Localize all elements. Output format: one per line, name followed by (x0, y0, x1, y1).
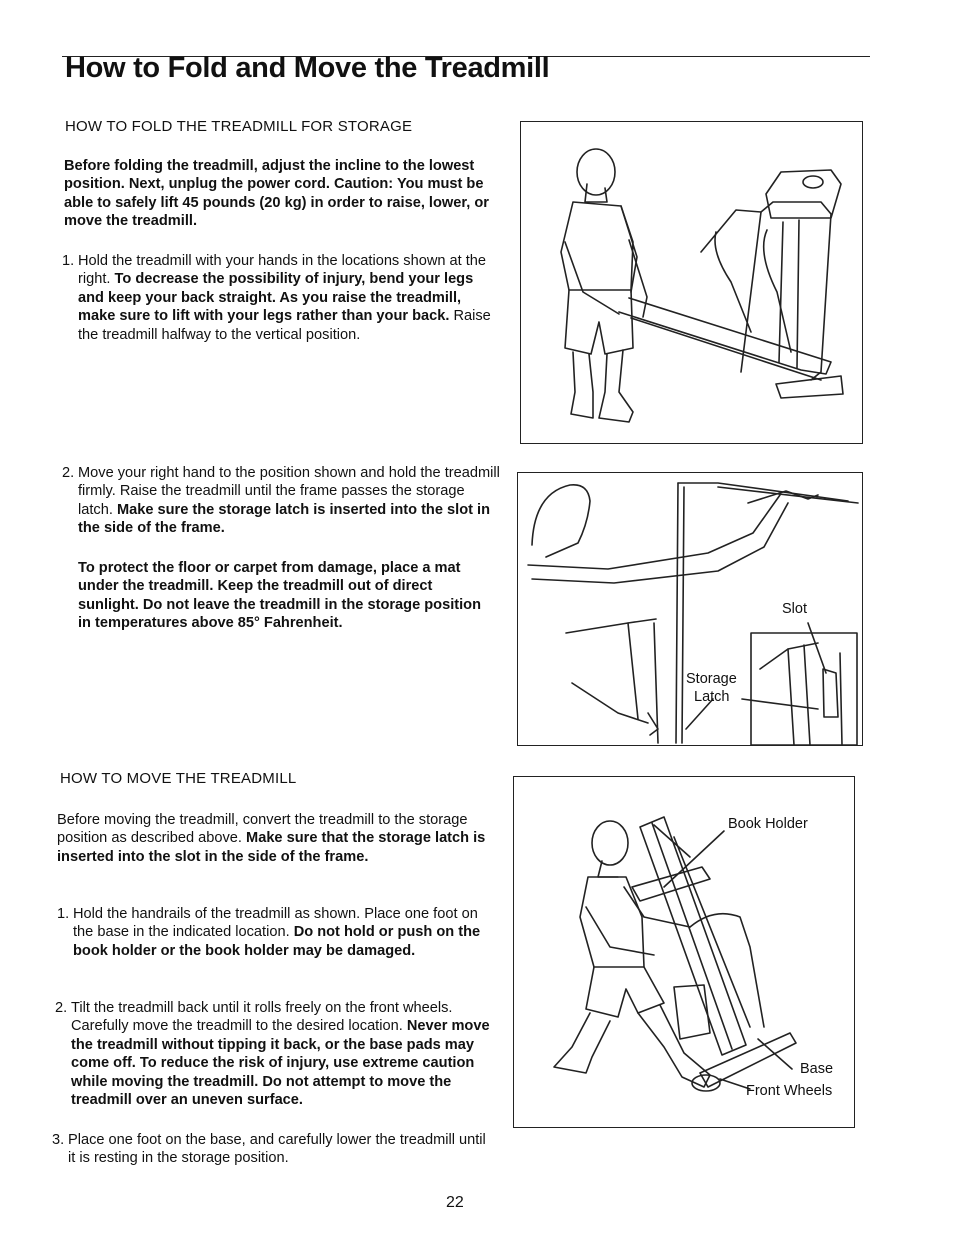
page-number: 22 (446, 1194, 464, 1211)
base-label: Base (800, 1061, 834, 1077)
figure-lift-treadmill (520, 121, 863, 444)
move-intro-text-a: Before moving the treadmill, convert the treadmill to the storage position as described above. (57, 812, 468, 847)
move-step-2-number: 2. (55, 1000, 68, 1016)
move-step-1-text-b: Do not hold or push on the book holder or the book holder may be damaged. (73, 924, 481, 959)
move-intro (57, 811, 489, 866)
figure-move-treadmill (513, 776, 855, 1128)
fold-step-1 (62, 252, 502, 344)
figure-storage-latch (517, 472, 863, 746)
fold-section-heading: HOW TO FOLD THE TREADMILL FOR STORAGE (65, 118, 413, 135)
fold-intro (64, 157, 500, 231)
move-step-3-text: Place one foot on the base, and carefully lower the treadmill until it is resting in the storage position. (68, 1132, 486, 1167)
front-wheels-label: Front Wheels (746, 1083, 833, 1099)
fold-step-2-text-b: Make sure the storage latch is inserted into the slot in the side of the frame. (78, 501, 490, 537)
move-step-3 (52, 1131, 492, 1168)
fold-step-1-text-c: Raise the treadmill halfway to the vertical position. (78, 308, 491, 343)
fold-step-1-text-a: Hold the treadmill with your hands in the locations shown at the right. (78, 253, 487, 288)
lift-treadmill-illustration (521, 122, 864, 445)
fold-step-1-number: 1. (62, 253, 75, 269)
storage-label: Storage (686, 671, 737, 687)
move-step-1-number: 1. (57, 906, 70, 922)
fold-caution (78, 559, 488, 633)
move-step-2-text-b: Never move the treadmill without tipping it back, or the base pads may come off. To reduce the risk of injury, use extreme caution while moving the treadmill. Do not attempt to move the treadmill over an uneven surface. (71, 1018, 490, 1109)
move-step-2 (55, 999, 495, 1109)
fold-intro-text: Before folding the treadmill, adjust the incline to the lowest position. Next, unplug the power cord. Caution: You must be able to safely lift 45 pounds (20 kg) in order to raise, lower, or move the treadmill. (64, 158, 489, 230)
latch-label: Latch (694, 689, 730, 705)
move-intro-text-b: Make sure that the storage latch is inserted into the slot in the side of the frame. (57, 830, 486, 865)
fold-step-2-number: 2. (62, 465, 75, 481)
page-title: How to Fold and Move the Treadmill (65, 52, 550, 84)
move-step-1-text-a: Hold the handrails of the treadmill as shown. Place one foot on the base in the indicated location. (73, 906, 478, 941)
move-step-1 (57, 905, 495, 960)
fold-caution-text: To protect the floor or carpet from damage, place a mat under the treadmill. Keep the treadmill out of direct sunlight. Do not leave the treadmill in the storage position in temperatures above 85° Fahrenheit. (78, 560, 481, 632)
storage-latch-illustration (518, 473, 864, 747)
move-step-3-number: 3. (52, 1132, 65, 1148)
move-step-2-text-a: Tilt the treadmill back until it rolls freely on the front wheels. Carefully move the treadmill to the desired location. (71, 1000, 453, 1035)
move-section-heading: HOW TO MOVE THE TREADMILL (60, 770, 297, 787)
slot-label: Slot (782, 601, 807, 617)
fold-step-2-text-a: Move your right hand to the position shown and hold the treadmill firmly. Raise the treadmill until the frame passes the storage latch. (78, 465, 500, 518)
fold-step-1-text-b: To decrease the possibility of injury, bend your legs and keep your back straight. As you raise the treadmill, make sure to lift with your legs rather than your back. (78, 271, 474, 325)
fold-step-2 (62, 464, 502, 538)
book-holder-label: Book Holder (728, 816, 808, 832)
